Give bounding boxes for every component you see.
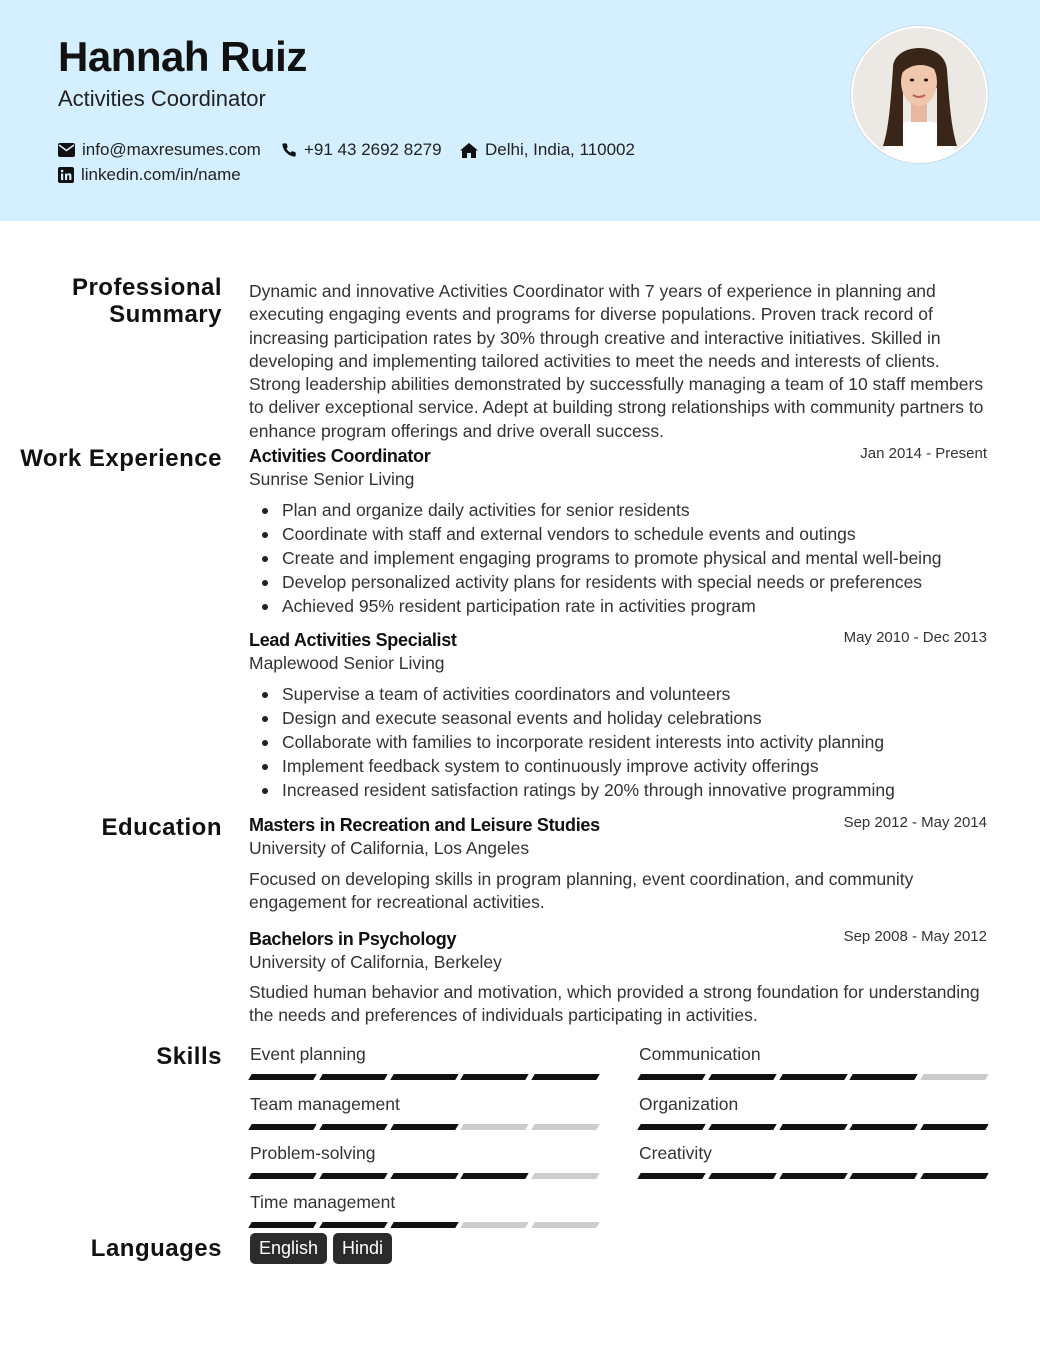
- skill-level-segment: [319, 1074, 387, 1080]
- skill-level-segment: [390, 1124, 458, 1130]
- skill-level-segment: [319, 1222, 387, 1228]
- education-description: Focused on developing skills in program planning, event coordination, and community engagement for recreational activities.: [249, 869, 914, 913]
- skill-level-bar: [639, 1173, 987, 1179]
- job-bullet-list: [249, 682, 987, 802]
- skill-name: Communication: [639, 1044, 761, 1064]
- skill-name: Organization: [639, 1094, 739, 1114]
- skill-level-segment: [920, 1173, 988, 1179]
- skill-level-segment: [248, 1173, 316, 1179]
- candidate-name: Hannah Ruiz: [58, 33, 307, 80]
- skill-level-bar: [250, 1124, 598, 1130]
- skill-level-segment: [708, 1074, 776, 1080]
- school-name: University of California, Berkeley: [249, 952, 502, 972]
- linkedin-icon: [58, 167, 74, 183]
- skill-level-segment: [637, 1173, 705, 1179]
- skill-item: [639, 1042, 987, 1080]
- job-title: Activities Coordinator: [249, 446, 431, 466]
- linkedin-text: linkedin.com/in/name: [81, 165, 241, 184]
- skill-item: [250, 1190, 598, 1228]
- skill-level-segment: [531, 1074, 599, 1080]
- skill-item: [250, 1042, 598, 1080]
- skill-level-segment: [531, 1173, 599, 1179]
- contact-linkedin[interactable]: [58, 165, 241, 185]
- skill-level-segment: [779, 1074, 847, 1080]
- phone-icon: [281, 142, 297, 158]
- skill-level-segment: [708, 1124, 776, 1130]
- job-bullet: Collaborate with families to incorporate resident interests into activity planning: [249, 730, 987, 754]
- skill-level-segment: [319, 1173, 387, 1179]
- skill-name: Problem-solving: [250, 1143, 376, 1163]
- job-company: Sunrise Senior Living: [249, 469, 415, 489]
- contact-email[interactable]: [58, 140, 261, 160]
- job-bullet-list: [249, 498, 987, 618]
- skill-level-segment: [390, 1173, 458, 1179]
- skill-level-segment: [708, 1173, 776, 1179]
- degree-title: Masters in Recreation and Leisure Studies: [249, 815, 600, 835]
- job-bullet: Coordinate with staff and external vendors to schedule events and outings: [249, 522, 987, 546]
- job-dates: May 2010 - Dec 2013: [843, 629, 987, 646]
- skill-item: [639, 1141, 987, 1179]
- contact-phone[interactable]: [281, 140, 442, 160]
- language-badge: Hindi: [333, 1233, 392, 1264]
- section-title-languages: Languages: [90, 1235, 222, 1262]
- profile-photo: [851, 26, 988, 163]
- email-text: info@maxresumes.com: [82, 140, 261, 159]
- skill-level-bar: [250, 1173, 598, 1179]
- skill-level-segment: [920, 1074, 988, 1080]
- skill-name: Time management: [250, 1192, 396, 1212]
- skill-level-segment: [461, 1222, 529, 1228]
- skill-name: Event planning: [250, 1044, 366, 1064]
- skill-level-segment: [920, 1124, 988, 1130]
- section-title-skills: Skills: [156, 1043, 222, 1070]
- job-bullet: Achieved 95% resident participation rate in activities program: [249, 594, 987, 618]
- job-bullet: Develop personalized activity plans for residents with special needs or preferences: [249, 570, 987, 594]
- education-description: Studied human behavior and motivation, which provided a strong foundation for understanding the needs and preferences of individuals participating in activities.: [249, 982, 980, 1026]
- education-dates: Sep 2012 - May 2014: [843, 814, 987, 831]
- language-badge: English: [250, 1233, 327, 1264]
- skill-name: Creativity: [639, 1143, 712, 1163]
- home-icon: [460, 143, 478, 158]
- school-name: University of California, Los Angeles: [249, 838, 530, 858]
- skill-level-segment: [248, 1074, 316, 1080]
- skill-level-segment: [779, 1124, 847, 1130]
- resume-header: [0, 0, 1040, 221]
- skill-item: [250, 1092, 598, 1130]
- contact-address: [460, 140, 635, 160]
- skill-level-segment: [850, 1074, 918, 1080]
- section-title-summary: Professional Summary: [71, 274, 222, 328]
- skill-level-segment: [531, 1124, 599, 1130]
- skill-item: [250, 1141, 598, 1179]
- skill-name: Team management: [250, 1094, 400, 1114]
- education-dates: Sep 2008 - May 2012: [843, 928, 987, 945]
- skill-level-bar: [250, 1074, 598, 1080]
- skill-level-segment: [779, 1173, 847, 1179]
- degree-title: Bachelors in Psychology: [249, 929, 457, 949]
- skill-level-bar: [639, 1074, 987, 1080]
- job-company: Maplewood Senior Living: [249, 653, 445, 673]
- skill-level-segment: [248, 1222, 316, 1228]
- skill-level-segment: [850, 1124, 918, 1130]
- skill-level-bar: [250, 1222, 598, 1228]
- job-dates: Jan 2014 - Present: [860, 445, 987, 462]
- skill-level-segment: [319, 1124, 387, 1130]
- address-text: Delhi, India, 110002: [485, 140, 635, 159]
- job-bullet: Create and implement engaging programs to promote physical and mental well-being: [249, 546, 987, 570]
- skill-level-segment: [637, 1074, 705, 1080]
- skill-level-bar: [639, 1124, 987, 1130]
- job-bullet: Design and execute seasonal events and holiday celebrations: [249, 706, 987, 730]
- section-title-education: Education: [101, 814, 222, 841]
- skill-level-segment: [637, 1124, 705, 1130]
- skill-level-segment: [390, 1222, 458, 1228]
- candidate-title: Activities Coordinator: [58, 86, 266, 111]
- summary-paragraph: Dynamic and innovative Activities Coordinator with 7 years of experience in planning and executing engaging events and programs for diverse populations. Proven track record of increasing participation rates by 30% through creative and interactive initiatives. Skilled in developing and implementing tailored activities to meet the needs and interests of clients. Strong leadership abilities demonstrated by successfully managing a team of 10 staff members to deliver exceptional service. Adept at building strong relationships with community partners to enhance program offerings and drive overall success.: [249, 281, 984, 441]
- job-bullet: Increased resident satisfaction ratings by 20% through innovative programming: [249, 778, 987, 802]
- job-title: Lead Activities Specialist: [249, 630, 457, 650]
- envelope-icon: [58, 143, 75, 157]
- phone-text: +91 43 2692 8279: [304, 140, 442, 159]
- skill-level-segment: [461, 1124, 529, 1130]
- skill-level-segment: [390, 1074, 458, 1080]
- skill-level-segment: [461, 1074, 529, 1080]
- skill-level-segment: [850, 1173, 918, 1179]
- skill-level-segment: [248, 1124, 316, 1130]
- skill-level-segment: [531, 1222, 599, 1228]
- job-bullet: Implement feedback system to continuously improve activity offerings: [249, 754, 987, 778]
- section-title-experience: Work Experience: [20, 445, 222, 472]
- skill-level-segment: [461, 1173, 529, 1179]
- job-bullet: Plan and organize daily activities for senior residents: [249, 498, 987, 522]
- job-bullet: Supervise a team of activities coordinators and volunteers: [249, 682, 987, 706]
- skill-item: [639, 1092, 987, 1130]
